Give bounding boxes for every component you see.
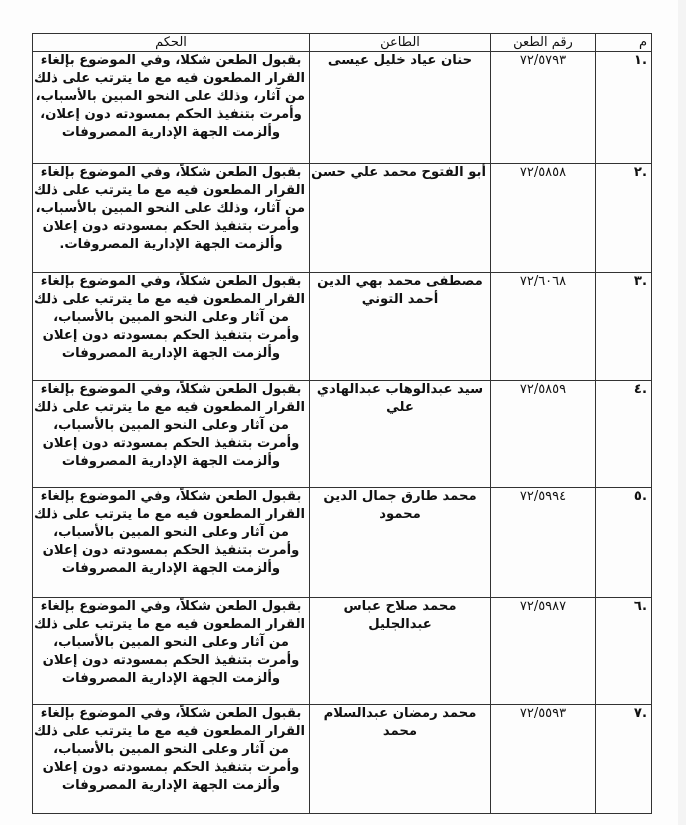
ruling-text-line: بقبول الطعن شكلاً، وفي الموضوع بإلغاء — [40, 165, 302, 180]
ruling-text-line: من آثار، وذلك على النحو المبين بالأسباب، — [35, 201, 305, 216]
ruling-text-line: القرار المطعون فيه مع ما يترتب على ذلك — [33, 724, 305, 739]
appeal-number: ٧٢/٥٧٩٣ — [491, 52, 596, 164]
ruling-text-line: وأمرت بتنفيذ الحكم بمسودته دون إعلان — [42, 653, 300, 668]
ruling-text-line: وأمرت بتنفيذ الحكم بمسودته دون إعلان — [42, 543, 300, 558]
table-header — [33, 34, 652, 52]
header-appeal-no: رقم الطعن — [491, 34, 596, 52]
ruling-text-line: بقبول الطعن شكلاً، وفي الموضوع بإلغاء — [40, 706, 302, 721]
appellant-name-line: سيد عبدالوهاب عبدالهادي — [316, 382, 484, 397]
ruling-text-line: وأمرت بتنفيذ الحكم بمسودته دون إعلان — [42, 328, 300, 343]
table-row — [33, 705, 652, 814]
ruling-text-line: بقبول الطعن شكلاً، وفي الموضوع بإلغاء — [40, 489, 302, 504]
header-ruling: الحكم — [33, 34, 310, 52]
appellant-name — [310, 598, 491, 705]
row-number: .٢ — [596, 164, 652, 273]
appellant-name-line: أحمد التوني — [361, 292, 439, 307]
header-num: م — [596, 34, 652, 52]
appellant-name-line: أبو الفتوح محمد علي حسن — [311, 165, 486, 180]
header-row — [33, 34, 652, 52]
ruling-text-line: بقبول الطعن شكلاً، وفي الموضوع بإلغاء — [40, 599, 302, 614]
ruling-text-line: وألزمت الجهة الإدارية المصروفات — [61, 125, 281, 140]
ruling-text-line: من آثار وعلى النحو المبين بالأسباب، — [53, 525, 289, 540]
ruling-text-line: وألزمت الجهة الإدارية المصروفات. — [59, 237, 283, 252]
ruling-text-line: القرار المطعون فيه مع ما يترتب على ذلك — [33, 507, 305, 522]
row-number: .٥ — [596, 488, 652, 598]
ruling-text-line: من آثار، وذلك على النحو المبين بالأسباب، — [35, 89, 305, 104]
ruling-text-line: من آثار وعلى النحو المبين بالأسباب، — [53, 635, 289, 650]
appellant-name — [310, 381, 491, 488]
ruling-text-line: من آثار وعلى النحو المبين بالأسباب، — [53, 310, 289, 325]
appellant-name-line: محمد رمضان عبدالسلام — [323, 706, 477, 721]
row-number: .١ — [596, 52, 652, 164]
ruling-text — [33, 164, 310, 273]
appellant-name-line: محمد صلاح عباس — [343, 599, 457, 614]
ruling-text-line: وأمرت بتنفيذ الحكم بمسودته دون إعلان، — [40, 107, 302, 122]
ruling-text-line: وأمرت بتنفيذ الحكم بمسودته دون إعلان — [42, 436, 300, 451]
ruling-text-line: وألزمت الجهة الإدارية المصروفات — [61, 561, 281, 576]
appellant-name — [310, 273, 491, 381]
appeal-number: ٧٢/٥٨٥٨ — [491, 164, 596, 273]
ruling-text-line: وأمرت بتنفيذ الحكم بمسودته دون إعلان — [42, 219, 300, 234]
table-row — [33, 381, 652, 488]
appellant-name-line: عبدالجليل — [368, 617, 432, 632]
ruling-text-line: القرار المطعون فيه مع ما يترتب على ذلك — [33, 400, 305, 415]
ruling-text — [33, 705, 310, 814]
appeal-number: ٧٢/٥٩٩٤ — [491, 488, 596, 598]
appellant-name — [310, 488, 491, 598]
ruling-text-line: وألزمت الجهة الإدارية المصروفات — [61, 671, 281, 686]
judgments-table — [32, 33, 652, 814]
ruling-text-line: القرار المطعون فيه مع ما يترتب على ذلك — [33, 292, 305, 307]
ruling-text-line: وألزمت الجهة الإدارية المصروفات — [61, 454, 281, 469]
ruling-text-line: بقبول الطعن شكلاً، وفي الموضوع بإلغاء — [40, 274, 302, 289]
row-number: .٤ — [596, 381, 652, 488]
row-number: .٣ — [596, 273, 652, 381]
ruling-text-line: القرار المطعون فيه مع ما يترتب على ذلك — [33, 183, 305, 198]
appeal-number: ٧٢/٥٥٩٣ — [491, 705, 596, 814]
table-body — [33, 52, 652, 814]
appellant-name — [310, 164, 491, 273]
table-row — [33, 52, 652, 164]
ruling-text-line: وألزمت الجهة الإدارية المصروفات — [61, 346, 281, 361]
row-number: .٦ — [596, 598, 652, 705]
ruling-text-line: بقبول الطعن شكلا، وفي الموضوع بإلغاء — [40, 53, 302, 68]
appeal-number: ٧٢/٥٩٨٧ — [491, 598, 596, 705]
ruling-text-line: القرار المطعون فيه مع ما يترتب على ذلك — [33, 617, 305, 632]
appeal-number: ٧٢/٥٨٥٩ — [491, 381, 596, 488]
ruling-text-line: وألزمت الجهة الإدارية المصروفات — [61, 778, 281, 793]
ruling-text-line: من آثار وعلى النحو المبين بالأسباب، — [53, 418, 289, 433]
appellant-name-line: محمد طارق جمال الدين — [323, 489, 477, 504]
page-edge — [678, 0, 686, 825]
appellant-name-line: علي — [386, 400, 414, 415]
row-number: .٧ — [596, 705, 652, 814]
ruling-text-line: القرار المطعون فيه مع ما يترتب على ذلك — [33, 71, 305, 86]
appeal-number: ٧٢/٦٠٦٨ — [491, 273, 596, 381]
ruling-text-line: بقبول الطعن شكلاً، وفي الموضوع بإلغاء — [40, 382, 302, 397]
table-row — [33, 488, 652, 598]
appellant-name-line: مصطفى محمد بهي الدين — [317, 274, 483, 289]
ruling-text — [33, 52, 310, 164]
header-appellant: الطاعن — [310, 34, 491, 52]
ruling-text — [33, 598, 310, 705]
appellant-name-line: حنان عياد خليل عيسى — [327, 53, 473, 68]
appellant-name-line: محمد — [382, 724, 418, 739]
ruling-text — [33, 273, 310, 381]
ruling-text-line: من آثار وعلى النحو المبين بالأسباب، — [53, 742, 289, 757]
ruling-text-line: وأمرت بتنفيذ الحكم بمسودته دون إعلان — [42, 760, 300, 775]
table-row — [33, 598, 652, 705]
appellant-name — [310, 52, 491, 164]
appellant-name — [310, 705, 491, 814]
table-row — [33, 273, 652, 381]
ruling-text — [33, 488, 310, 598]
appellant-name-line: محمود — [379, 507, 421, 522]
table-row — [33, 164, 652, 273]
ruling-text — [33, 381, 310, 488]
